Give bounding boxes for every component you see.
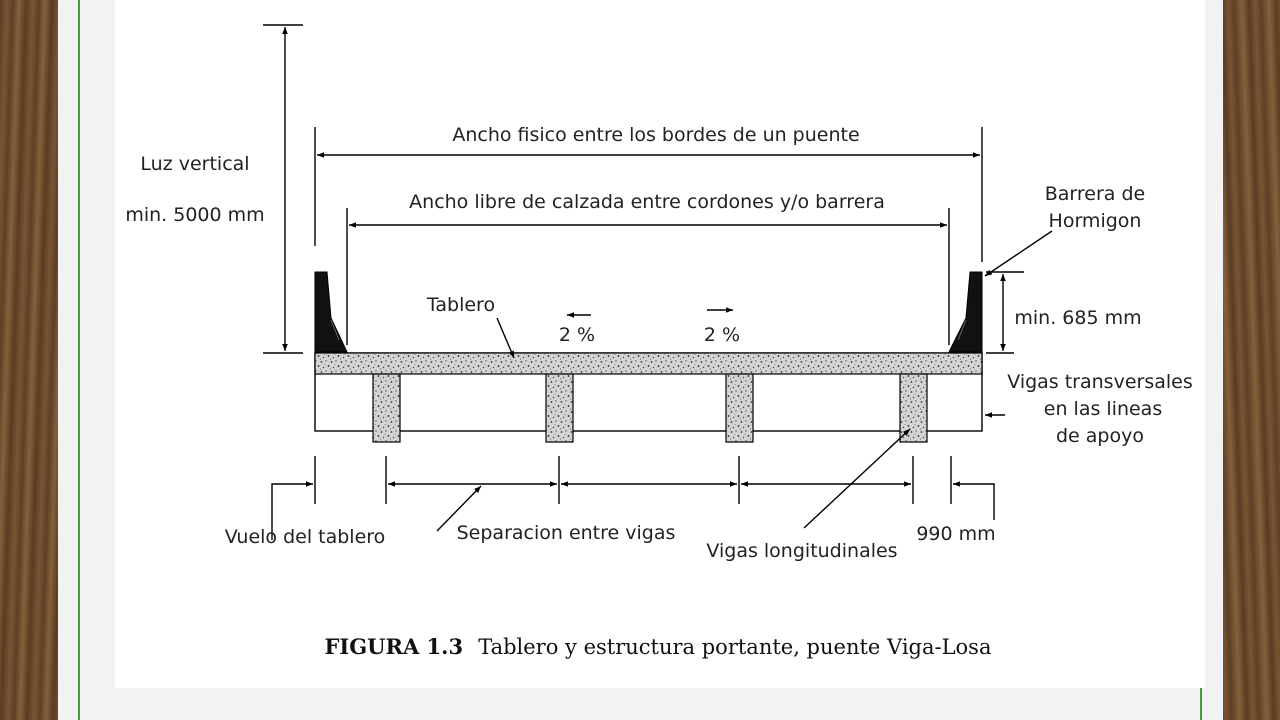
longitudinal-beam-2 — [546, 374, 573, 442]
caption-text: Tablero y estructura portante, puente Viga-Losa — [478, 635, 992, 659]
vertical-clearance-dimension — [263, 25, 303, 353]
990-dim — [953, 484, 994, 520]
label-slope-left: 2 % — [558, 324, 596, 346]
label-barrera-line1: Barrera de — [1044, 183, 1146, 205]
label-tablero: Tablero — [426, 294, 496, 316]
bridge-cross-section — [315, 272, 982, 442]
label-vigas-transversales-line3: de apoyo — [1056, 425, 1144, 447]
label-vuelo: Vuelo del tablero — [224, 526, 386, 548]
slope-arrows — [567, 310, 733, 315]
label-ancho-fisico: Ancho fisico entre los bordes de un puente — [452, 124, 860, 146]
label-min-685: min. 685 mm — [1014, 307, 1142, 329]
longitudinal-beam-4 — [900, 374, 927, 442]
caption-number: FIGURA 1.3 — [324, 634, 464, 659]
label-min-5000: min. 5000 mm — [125, 204, 265, 226]
label-luz-vertical: Luz vertical — [140, 153, 250, 175]
label-barrera-line2: Hormigon — [1048, 210, 1142, 232]
label-vigas-transversales-line1: Vigas transversales — [1007, 371, 1193, 393]
label-separacion: Separacion entre vigas — [456, 522, 676, 544]
deck-slab — [315, 353, 982, 374]
label-990: 990 mm — [916, 523, 996, 545]
label-ancho-libre: Ancho libre de calzada entre cordones y/o barrera — [409, 191, 885, 213]
deck-leader — [497, 318, 514, 358]
longitudinal-beam-1 — [373, 374, 400, 442]
clear-roadway-width-dimension — [347, 208, 949, 345]
right-concrete-barrier — [949, 272, 982, 352]
figure-caption — [325, 634, 992, 659]
label-slope-right: 2 % — [703, 324, 741, 346]
label-vigas-longitudinales: Vigas longitudinales — [706, 540, 898, 562]
barrier-leader — [985, 231, 1052, 276]
label-vigas-transversales-line2: en las lineas — [1043, 398, 1163, 420]
left-concrete-barrier — [315, 272, 347, 352]
longitudinal-beam-3 — [726, 374, 753, 442]
longitudinal-beams-leader — [804, 429, 910, 528]
